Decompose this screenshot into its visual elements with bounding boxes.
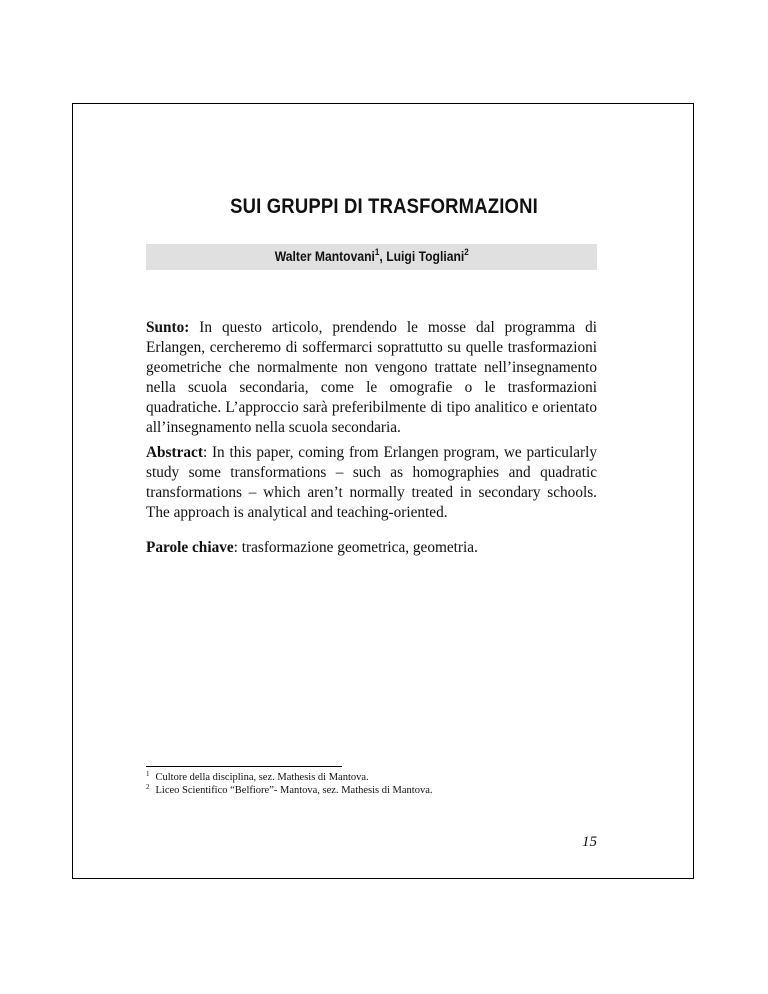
sunto-label: Sunto:: [146, 319, 190, 336]
page-number: 15: [582, 834, 597, 850]
authors-separator: ,: [379, 249, 386, 264]
footnotes: [146, 771, 597, 797]
abstract-paragraph: [146, 443, 597, 523]
sunto-text: In questo articolo, prendendo le mosse dal programma di Erlangen, cercheremo di soffermarci soprattutto su quelle trasformazioni geometriche che normalmente non vengono trattate nell’insegnamento nella scuola secondaria, come le omografie o le trasformazioni quadratiche. L’approccio sarà preferibilmente di tipo analitico e orientato all’insegnamento nella scuola secondaria.: [146, 319, 597, 436]
authors-bar: [146, 244, 597, 270]
abstract-label: Abstract: [146, 444, 203, 461]
footnote-divider: [146, 766, 342, 767]
footnote-text: Liceo Scientifico “Belfiore”- Mantova, sez. Mathesis di Mantova.: [155, 785, 433, 796]
author-name: Walter Mantovani: [274, 249, 375, 264]
keywords-paragraph: [146, 538, 597, 558]
footnote: [146, 771, 597, 784]
author-footnote-mark: 1: [374, 246, 380, 257]
footnote: [146, 784, 597, 797]
footnote-mark: 2: [146, 782, 150, 791]
article-title: SUI GRUPPI DI TRASFORMAZIONI: [230, 195, 538, 218]
author-name: Luigi Togliani: [385, 249, 464, 264]
author-footnote-mark: 2: [463, 246, 469, 257]
authors-line: [274, 244, 468, 270]
footnote-text: Cultore della disciplina, sez. Mathesis di Mantova.: [155, 772, 369, 783]
sunto-paragraph: [146, 318, 597, 438]
footnote-mark: 1: [146, 769, 150, 778]
keywords-text: : trasformazione geometrica, geometria.: [233, 539, 478, 556]
keywords-label: Parole chiave: [146, 539, 234, 556]
abstract-text: : In this paper, coming from Erlangen program, we particularly study some transformations – such as homographies and quadratic transformations – which aren’t normally treated in secondary schools. The approach is analytical and teaching-oriented.: [146, 444, 597, 521]
